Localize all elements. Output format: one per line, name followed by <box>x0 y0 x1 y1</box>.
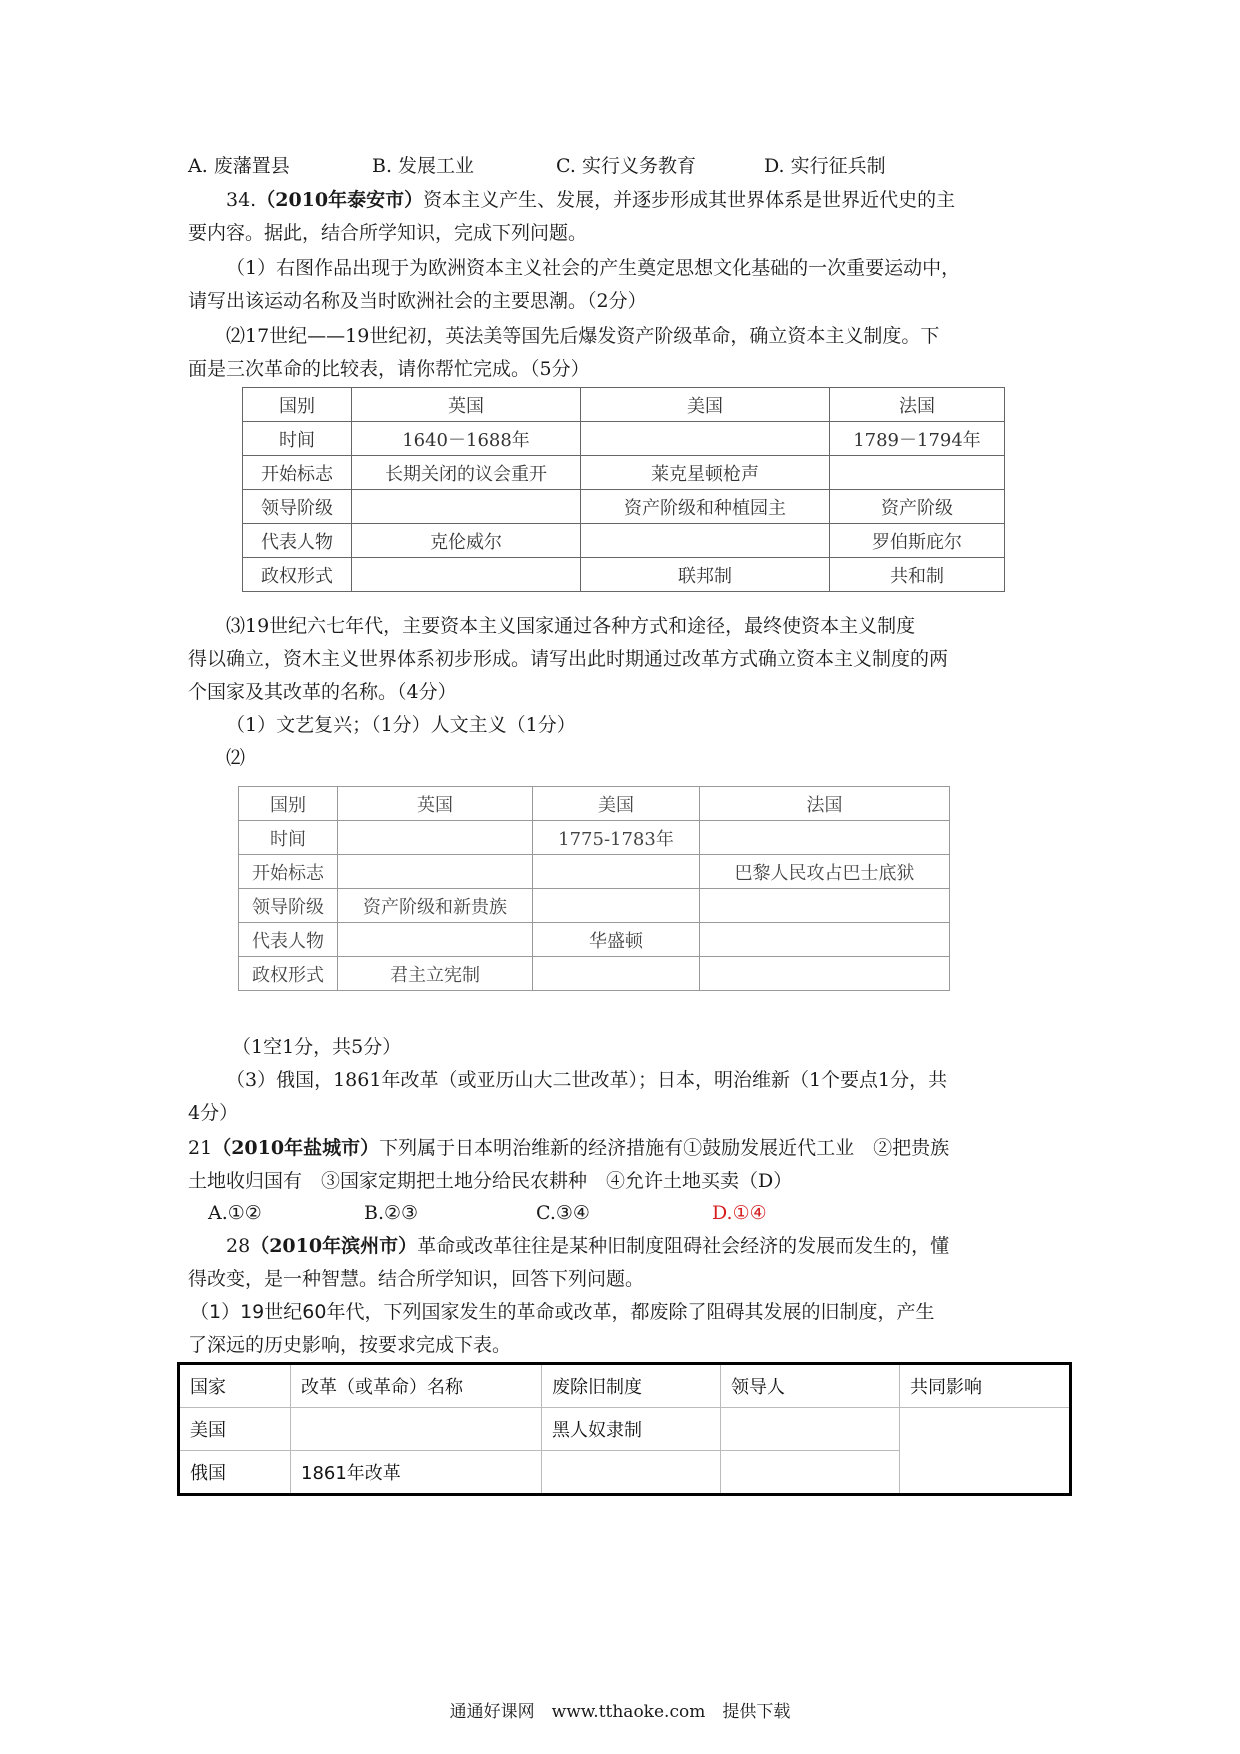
q34-part2-line2: 面是三次革命的比较表，请你帮忙完成。（5分） <box>188 358 590 380</box>
q34-answer3-line1: （3）俄国，1861年改革（或亚历山大二世改革）；日本，明治维新（1个要点1分，共 <box>226 1069 948 1091</box>
table-cell <box>700 821 950 855</box>
table-cell <box>700 957 950 991</box>
table-cell: 1789－1794年 <box>830 422 1005 456</box>
table-cell-shared-impact <box>900 1408 1071 1495</box>
q28-number: 28 <box>226 1235 251 1257</box>
table-cell: 国别 <box>239 787 338 821</box>
prev-question-options <box>188 152 886 180</box>
table-cell: 国家 <box>179 1364 291 1408</box>
q34-stem-line1 <box>226 186 955 214</box>
page-footer: 通通好课网 www.tthaoke.com 提供下载 <box>449 1702 791 1722</box>
table-cell: 克伦威尔 <box>352 524 581 558</box>
q34-comparison-table <box>242 387 1005 592</box>
option-d-answer: D.①④ <box>712 1202 767 1224</box>
table-cell: 代表人物 <box>243 524 352 558</box>
table-cell <box>338 821 533 855</box>
table-cell: 美国 <box>533 787 700 821</box>
table-row <box>179 1408 1071 1451</box>
q21-source: （2010年盐城市） <box>212 1137 380 1159</box>
q34-source: （2010年泰安市） <box>256 189 424 211</box>
q34-part2-line1: ⑵17世纪——19世纪初，英法美等国先后爆发资产阶级革命，确立资本主义制度。下 <box>226 325 940 347</box>
q34-part3-line3: 个国家及其改革的名称。（4分） <box>188 681 457 703</box>
q28-reform-table <box>177 1362 1072 1496</box>
q34-answer2-score: （1空1分，共5分） <box>232 1036 402 1058</box>
table-cell <box>700 923 950 957</box>
q28-stem-text: 革命或改革往往是某种旧制度阻碍社会经济的发展而发生的，懂 <box>417 1235 950 1257</box>
table-cell: 领导人 <box>721 1364 900 1408</box>
table-cell: 开始标志 <box>239 855 338 889</box>
q34-stem-text: 资本主义产生、发展，并逐步形成其世界体系是世界近代史的主 <box>423 189 956 211</box>
table-cell: 美国 <box>581 388 830 422</box>
table-cell <box>533 889 700 923</box>
table-cell: 资产阶级和新贵族 <box>338 889 533 923</box>
table-cell <box>721 1451 900 1495</box>
table-row <box>243 558 1005 592</box>
q21-number: 21 <box>188 1137 213 1159</box>
table-header-row <box>179 1364 1071 1408</box>
q21-stem-text: 下列属于日本明治维新的经济措施有①鼓励发展近代工业 ②把贵族 <box>379 1137 950 1159</box>
table-cell: 俄国 <box>179 1451 291 1495</box>
table-cell: 资产阶级和种植园主 <box>581 490 830 524</box>
table-header-row <box>243 388 1005 422</box>
table-cell <box>581 422 830 456</box>
q21-stem-line1 <box>188 1134 949 1162</box>
table-cell: 政权形式 <box>239 957 338 991</box>
table-cell: 时间 <box>239 821 338 855</box>
table-row <box>243 524 1005 558</box>
option-d: D. 实行征兵制 <box>764 155 886 177</box>
table-cell <box>721 1408 900 1451</box>
table-cell: 巴黎人民攻占巴士底狱 <box>700 855 950 889</box>
table-cell: 黑人奴隶制 <box>542 1408 721 1451</box>
option-b: B. 发展工业 <box>372 155 475 177</box>
table-row <box>239 855 950 889</box>
q34-stem-line2: 要内容。据此，结合所学知识，完成下列问题。 <box>188 222 588 244</box>
q28-part1-line2: 了深远的历史影响，按要求完成下表。 <box>188 1334 512 1356</box>
table-cell: 改革（或革命）名称 <box>291 1364 542 1408</box>
table-cell: 领导阶级 <box>239 889 338 923</box>
table-row <box>239 889 950 923</box>
option-c: C.③④ <box>536 1202 590 1224</box>
table-cell: 长期关闭的议会重开 <box>352 456 581 490</box>
table-cell: 美国 <box>179 1408 291 1451</box>
table-cell: 废除旧制度 <box>542 1364 721 1408</box>
q34-number: 34. <box>226 189 257 211</box>
table-row <box>243 456 1005 490</box>
q34-part1-line2: 请写出该运动名称及当时欧洲社会的主要思潮。（2分） <box>188 290 647 312</box>
table-cell <box>338 923 533 957</box>
q34-part1-line1: （1）右图作品出现于为欧洲资本主义社会的产生奠定思想文化基础的一次重要运动中， <box>226 257 961 279</box>
table-cell <box>700 889 950 923</box>
table-cell: 时间 <box>243 422 352 456</box>
table-cell: 英国 <box>338 787 533 821</box>
table-cell: 政权形式 <box>243 558 352 592</box>
table-cell: 国别 <box>243 388 352 422</box>
table-cell: 共和制 <box>830 558 1005 592</box>
table-row <box>239 923 950 957</box>
table-cell: 1640－1688年 <box>352 422 581 456</box>
table-cell: 开始标志 <box>243 456 352 490</box>
table-cell: 法国 <box>830 388 1005 422</box>
table-cell <box>533 855 700 889</box>
table-cell: 领导阶级 <box>243 490 352 524</box>
table-cell <box>542 1451 721 1495</box>
table-row <box>243 422 1005 456</box>
table-cell: 共同影响 <box>900 1364 1071 1408</box>
table-cell <box>581 524 830 558</box>
q34-part3-line2: 得以确立，资木主义世界体系初步形成。请写出此时期通过改革方式确立资本主义制度的两 <box>188 648 949 670</box>
table-cell <box>830 456 1005 490</box>
table-cell: 英国 <box>352 388 581 422</box>
table-cell <box>291 1408 542 1451</box>
table-cell: 罗伯斯庇尔 <box>830 524 1005 558</box>
table-cell: 华盛顿 <box>533 923 700 957</box>
table-row <box>239 821 950 855</box>
q28-stem-line1 <box>226 1232 949 1260</box>
table-cell: 代表人物 <box>239 923 338 957</box>
table-cell: 君主立宪制 <box>338 957 533 991</box>
option-a: A. 废藩置县 <box>188 155 290 177</box>
q34-part3-line1: ⑶19世纪六七年代，主要资本主义国家通过各种方式和途径，最终使资本主义制度 <box>226 615 916 637</box>
option-a: A.①② <box>208 1202 262 1224</box>
table-header-row <box>239 787 950 821</box>
option-c: C. 实行义务教育 <box>556 155 696 177</box>
table-cell: 1861年改革 <box>291 1451 542 1495</box>
table-cell: 联邦制 <box>581 558 830 592</box>
table-row <box>243 490 1005 524</box>
q28-part1-line1: （1）19世纪60年代，下列国家发生的革命或改革，都废除了阻碍其发展的旧制度，产生 <box>190 1301 935 1323</box>
q28-stem-line2: 得改变，是一种智慧。结合所学知识，回答下列问题。 <box>188 1268 645 1290</box>
option-b: B.②③ <box>364 1202 419 1224</box>
q34-answer1: （1）文艺复兴；（1分）人文主义（1分） <box>226 714 576 736</box>
table-cell: 法国 <box>700 787 950 821</box>
q34-answer3-line2: 4分） <box>188 1102 239 1124</box>
q34-answer-table <box>238 786 950 991</box>
table-cell <box>352 490 581 524</box>
table-cell: 1775-1783年 <box>533 821 700 855</box>
q21-options <box>208 1199 767 1227</box>
q34-answer2-label: ⑵ <box>226 747 246 769</box>
q28-source: （2010年滨州市） <box>250 1235 418 1257</box>
q21-stem-line2: 土地收归国有 ③国家定期把土地分给民农耕种 ④允许土地买卖（D） <box>188 1170 793 1192</box>
table-row <box>239 957 950 991</box>
table-cell: 资产阶级 <box>830 490 1005 524</box>
table-cell <box>338 855 533 889</box>
table-cell <box>533 957 700 991</box>
table-cell: 莱克星顿枪声 <box>581 456 830 490</box>
table-cell <box>352 558 581 592</box>
